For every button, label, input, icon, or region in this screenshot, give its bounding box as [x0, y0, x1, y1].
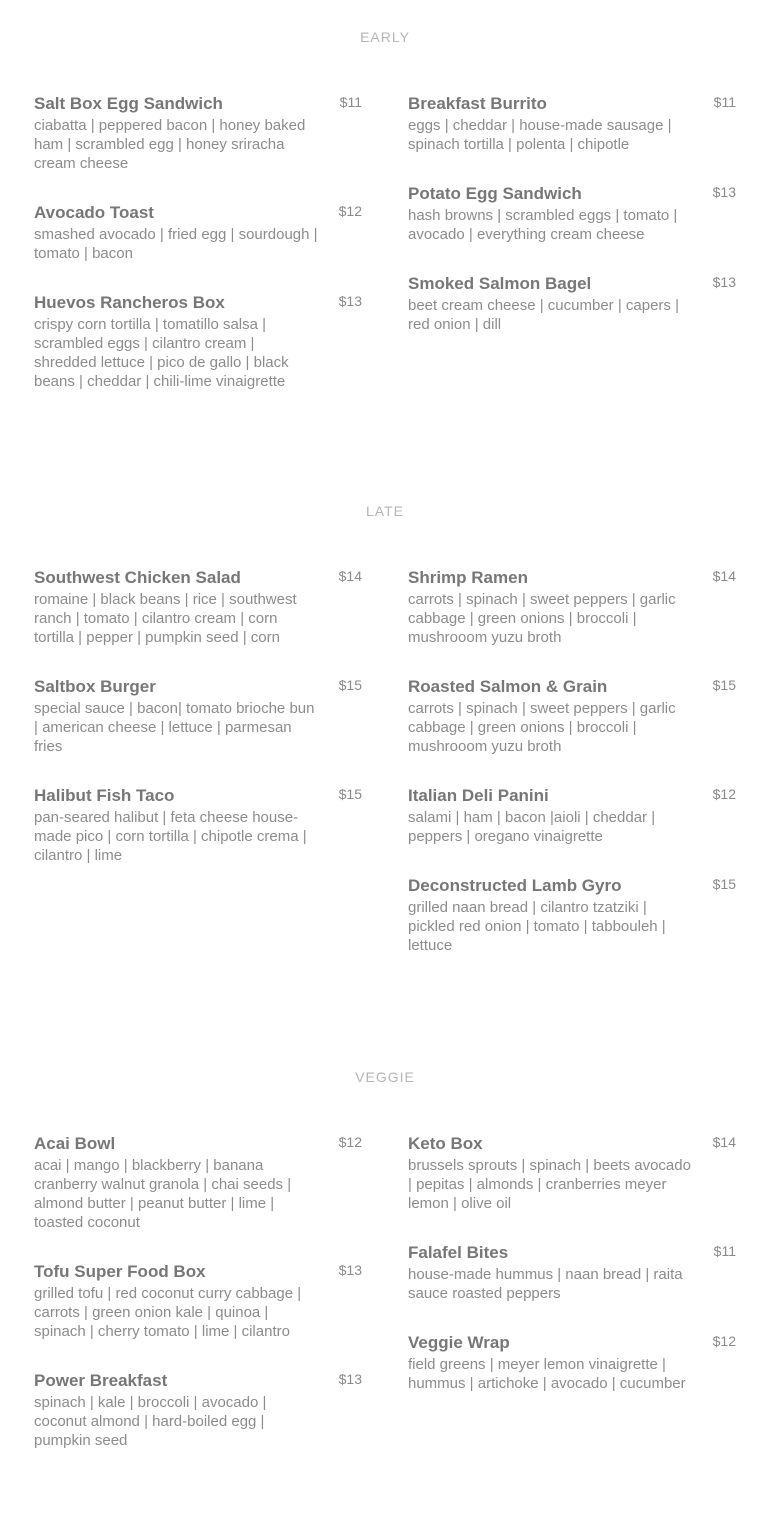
item-price: $13	[712, 184, 736, 200]
early-right-column	[408, 92, 738, 362]
item-description: pan-seared halibut | feta cheese house-made pico | corn tortilla | chipotle crema | cilantro | lime	[34, 809, 307, 864]
item-price: $12	[712, 786, 736, 802]
late-left-column	[34, 566, 364, 893]
item-name: Southwest Chicken Salad	[34, 568, 241, 587]
item-price: $12	[338, 203, 362, 219]
item-name: Keto Box	[408, 1134, 483, 1153]
item-name: Salt Box Egg Sandwich	[34, 94, 223, 113]
item-name: Acai Bowl	[34, 1134, 116, 1153]
item-description: grilled naan bread | cilantro tzatziki | pickled red onion | tomato | tabbouleh | lettuce	[408, 899, 666, 954]
item-price: $13	[338, 1262, 362, 1278]
item-description: eggs | cheddar | house-made sausage | spinach tortilla | polenta | chipotle	[408, 117, 672, 153]
item-price: $12	[712, 1333, 736, 1349]
item-description: special sauce | bacon| tomato brioche bun | american cheese | lettuce | parmesan fries	[34, 700, 315, 755]
item-name: Potato Egg Sandwich	[408, 184, 582, 203]
menu-item	[34, 566, 364, 647]
item-name: Power Breakfast	[34, 1371, 168, 1390]
item-description: beet cream cheese | cucumber | capers | red onion | dill	[408, 297, 679, 333]
item-price: $11	[339, 94, 362, 110]
menu-item	[408, 92, 738, 154]
veggie-left-column	[34, 1132, 364, 1478]
item-price: $15	[712, 677, 736, 693]
item-name: Shrimp Ramen	[408, 568, 528, 587]
item-name: Deconstructed Lamb Gyro	[408, 876, 622, 895]
item-price: $14	[712, 1134, 736, 1150]
menu-item	[408, 1241, 738, 1303]
item-price: $15	[338, 786, 362, 802]
item-price: $11	[713, 94, 736, 110]
item-name: Saltbox Burger	[34, 677, 156, 696]
item-price: $15	[338, 677, 362, 693]
item-description: ciabatta | peppered bacon | honey baked ham | scrambled egg | honey sriracha cream cheese	[34, 117, 306, 172]
menu-item	[408, 784, 738, 846]
menu-item	[34, 1260, 364, 1341]
item-name: Halibut Fish Taco	[34, 786, 175, 805]
item-description: smashed avocado | fried egg | sourdough | tomato | bacon	[34, 226, 318, 262]
item-price: $13	[338, 293, 362, 309]
menu-item	[408, 566, 738, 647]
item-name: Veggie Wrap	[408, 1333, 510, 1352]
section-title-veggie: VEGGIE	[355, 1069, 415, 1085]
menu-item	[408, 182, 738, 244]
menu-item	[34, 675, 364, 756]
menu-item	[34, 784, 364, 865]
section-title-late: LATE	[366, 503, 404, 519]
item-price: $12	[338, 1134, 362, 1150]
item-price: $14	[338, 568, 362, 584]
menu-item	[408, 272, 738, 334]
item-name: Avocado Toast	[34, 203, 154, 222]
item-description: grilled tofu | red coconut curry cabbage | carrots | green onion kale | quinoa | spinach | cherry tomato | lime | cilantro	[34, 1285, 302, 1340]
item-description: field greens | meyer lemon vinaigrette | hummus | artichoke | avocado | cucumber	[408, 1356, 686, 1392]
item-description: hash browns | scrambled eggs | tomato | avocado | everything cream cheese	[408, 207, 678, 243]
item-name: Breakfast Burrito	[408, 94, 547, 113]
item-price: $13	[712, 274, 736, 290]
item-name: Falafel Bites	[408, 1243, 509, 1262]
item-description: carrots | spinach | sweet peppers | garlic cabbage | green onions | broccoli | mushrooom yuzu broth	[408, 700, 676, 755]
item-description: house-made hummus | naan bread | raita sauce roasted peppers	[408, 1266, 683, 1302]
menu-item	[34, 201, 364, 263]
item-description: romaine | black beans | rice | southwest ranch | tomato | cilantro cream | corn tortilla | pepper | pumpkin seed | corn	[34, 591, 297, 646]
menu-item	[34, 291, 364, 391]
item-description: salami | ham | bacon |aioli | cheddar | peppers | oregano vinaigrette	[408, 809, 656, 845]
item-price: $13	[338, 1371, 362, 1387]
item-name: Italian Deli Panini	[408, 786, 549, 805]
item-name: Roasted Salmon & Grain	[408, 677, 608, 696]
item-name: Huevos Rancheros Box	[34, 293, 225, 312]
item-description: brussels sprouts | spinach | beets avocado | pepitas | almonds | cranberries meyer lemon | olive oil	[408, 1157, 691, 1212]
menu-item	[34, 1132, 364, 1232]
late-right-column	[408, 566, 738, 983]
menu-item	[34, 92, 364, 173]
item-description: spinach | kale | broccoli | avocado | coconut almond | hard-boiled egg | pumpkin seed	[34, 1394, 267, 1449]
menu-item	[408, 874, 738, 955]
item-description: crispy corn tortilla | tomatillo salsa | scrambled eggs | cilantro cream | shredded lettuce | pico de gallo | black beans | cheddar | chili-lime vinaigrette	[34, 316, 289, 390]
early-left-column	[34, 92, 364, 419]
item-price: $14	[712, 568, 736, 584]
item-description: acai | mango | blackberry | banana cranberry walnut granola | chai seeds | almond butter | peanut butter | lime | toasted coconut	[34, 1157, 292, 1231]
menu-item	[34, 1369, 364, 1450]
item-price: $11	[713, 1243, 736, 1259]
veggie-right-column	[408, 1132, 738, 1421]
menu-item	[408, 1132, 738, 1213]
menu-item	[408, 1331, 738, 1393]
item-description: carrots | spinach | sweet peppers | garlic cabbage | green onions | broccoli | mushrooom yuzu broth	[408, 591, 676, 646]
section-title-early: EARLY	[360, 29, 410, 45]
item-name: Smoked Salmon Bagel	[408, 274, 592, 293]
menu-item	[408, 675, 738, 756]
item-price: $15	[712, 876, 736, 892]
item-name: Tofu Super Food Box	[34, 1262, 206, 1281]
